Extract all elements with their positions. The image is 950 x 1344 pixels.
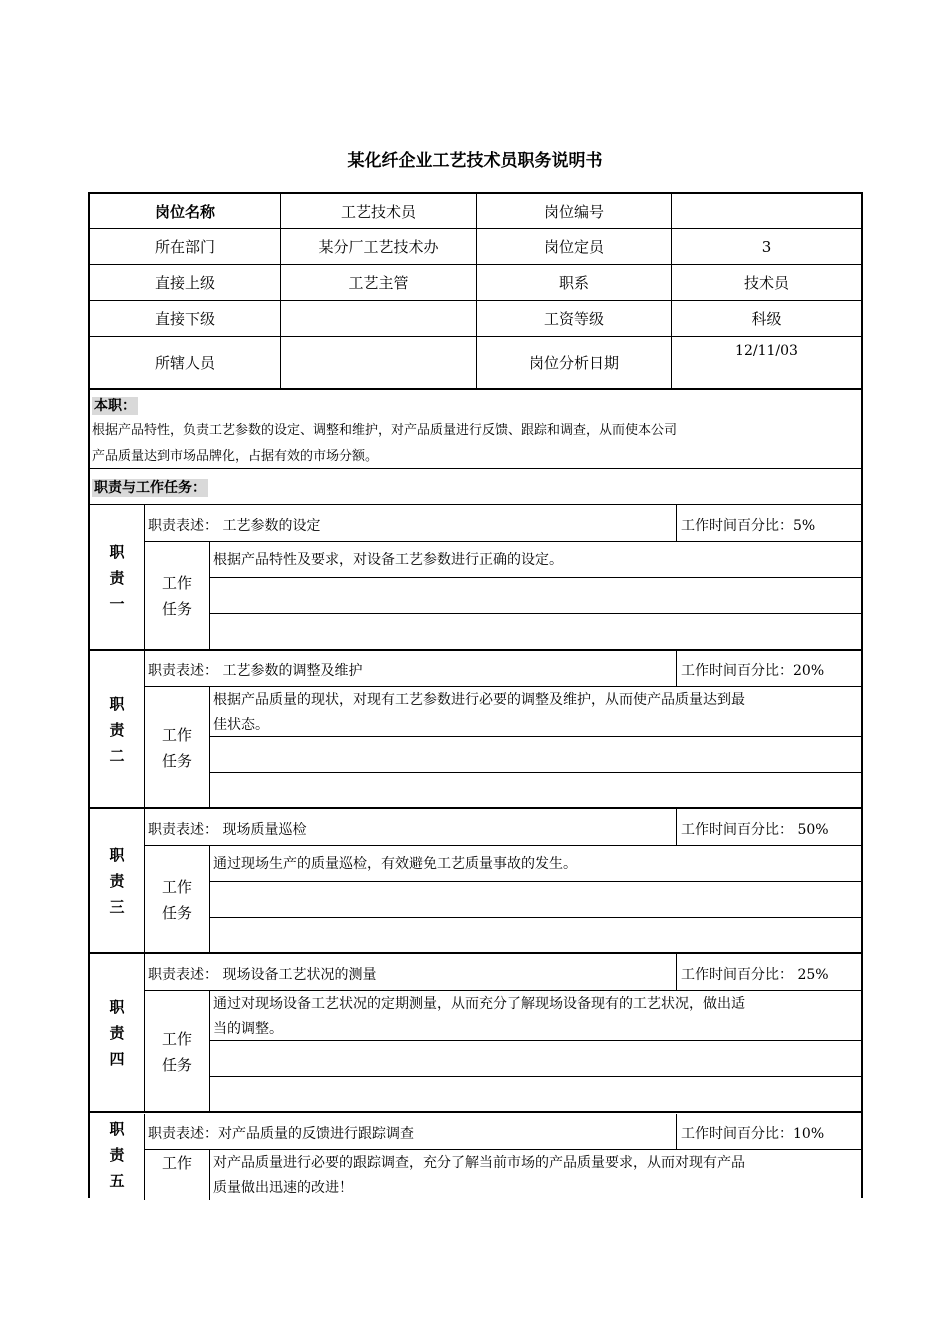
grid-line bbox=[90, 807, 861, 809]
value-analysis-date: 12/11/03 bbox=[735, 343, 798, 359]
label-headcount: 岗位定员 bbox=[543, 238, 604, 256]
grid-line bbox=[209, 846, 210, 953]
document-title: 某化纤企业工艺技术员职务说明书 bbox=[347, 151, 603, 171]
duty-label-char: 职 bbox=[109, 998, 125, 1016]
duties-header: 职责与工作任务： bbox=[94, 480, 206, 496]
task-label-line: 任务 bbox=[161, 903, 192, 922]
duty-label-char: 职 bbox=[109, 1120, 125, 1138]
task-label-line: 任务 bbox=[161, 751, 192, 770]
duty-label-char: 职 bbox=[109, 542, 125, 561]
value-staff-under bbox=[281, 337, 476, 388]
duty-label-char: 责 bbox=[109, 568, 125, 587]
task-text-3a: 通过现场生产的质量巡检，有效避免工艺质量事故的发生。 bbox=[213, 856, 577, 872]
task-label-5 bbox=[145, 1150, 209, 1176]
label-staff-under: 所辖人员 bbox=[154, 354, 215, 372]
task-label-line: 工作 bbox=[161, 1154, 192, 1172]
grid-line bbox=[209, 991, 210, 1112]
task-text-1a: 根据产品特性及要求，对设备工艺参数进行正确的设定。 bbox=[213, 552, 563, 568]
duty-pct-3: 工作时间百分比： 50% bbox=[681, 822, 829, 838]
grid-line bbox=[209, 542, 210, 650]
label-salary-grade: 工资等级 bbox=[543, 310, 604, 328]
duty-label-1 bbox=[90, 505, 144, 650]
grid-line bbox=[144, 541, 861, 542]
grid-line bbox=[209, 881, 861, 882]
task-label-line: 工作 bbox=[161, 1029, 192, 1048]
grid-line bbox=[209, 1076, 861, 1077]
task-text-2a: 根据产品质量的现状，对现有工艺参数进行必要的调整及维护，从而使产品质量达到最 bbox=[213, 692, 745, 708]
duty-label-char: 二 bbox=[109, 746, 125, 765]
benzhi-line-2: 产品质量达到市场品牌化，占据有效的市场分额。 bbox=[92, 449, 379, 464]
duty-label-char: 职 bbox=[109, 846, 125, 864]
task-label-line: 工作 bbox=[161, 877, 192, 896]
duty-label-char: 责 bbox=[109, 872, 125, 890]
grid-line bbox=[209, 613, 861, 614]
grid-line bbox=[209, 577, 861, 578]
benzhi-label: 本职： bbox=[94, 398, 136, 414]
grid-line bbox=[90, 649, 861, 651]
value-direct-subordinate bbox=[281, 301, 476, 336]
duty-label-4 bbox=[90, 954, 144, 1112]
duty-label-char: 责 bbox=[109, 720, 125, 739]
label-direct-superior: 直接上级 bbox=[154, 274, 215, 292]
task-text-4b: 当的调整。 bbox=[213, 1021, 283, 1037]
duty-label-3 bbox=[90, 809, 144, 953]
duty-label-2 bbox=[90, 651, 144, 808]
grid-line bbox=[209, 1150, 210, 1200]
task-label-line: 工作 bbox=[161, 574, 192, 592]
label-analysis-date: 岗位分析日期 bbox=[528, 354, 619, 372]
duty-desc-2: 职责表述： 工艺参数的调整及维护 bbox=[148, 663, 363, 679]
grid-line bbox=[90, 952, 861, 954]
duty-label-char: 责 bbox=[109, 1024, 125, 1042]
duty-label-char: 职 bbox=[109, 694, 125, 713]
grid-line bbox=[676, 1114, 677, 1149]
duty-desc-5: 职责表述：对产品质量的反馈进行跟踪调查 bbox=[148, 1126, 414, 1142]
duty-desc-1: 职责表述： 工艺参数的设定 bbox=[148, 518, 321, 534]
task-label-line: 任务 bbox=[161, 600, 192, 618]
grid-line bbox=[209, 1040, 861, 1041]
grid-line bbox=[676, 651, 677, 686]
benzhi-line-1: 根据产品特性，负责工艺参数的设定、调整和维护，对产品质量进行反馈、跟踪和调查，从而使本公司 bbox=[92, 423, 678, 438]
task-label-line: 任务 bbox=[161, 1055, 192, 1074]
duty-label-char: 四 bbox=[109, 1050, 125, 1068]
task-label-3 bbox=[145, 846, 209, 953]
value-job-family: 技术员 bbox=[743, 274, 789, 292]
duty-label-char: 责 bbox=[109, 1146, 125, 1164]
value-salary-grade: 科级 bbox=[751, 310, 782, 328]
task-text-2b: 佳状态。 bbox=[213, 717, 269, 733]
task-label-line: 工作 bbox=[161, 725, 192, 744]
label-position-name: 岗位名称 bbox=[154, 202, 215, 221]
grid-line bbox=[90, 388, 861, 390]
grid-line bbox=[90, 468, 861, 469]
grid-line bbox=[90, 1111, 861, 1113]
task-label-2 bbox=[145, 687, 209, 808]
duty-label-char: 一 bbox=[109, 594, 125, 613]
duty-pct-1: 工作时间百分比：5% bbox=[681, 518, 816, 534]
value-department: 某分厂工艺技术办 bbox=[318, 238, 439, 256]
task-label-1 bbox=[145, 542, 209, 650]
duty-desc-3: 职责表述： 现场质量巡检 bbox=[148, 822, 307, 838]
grid-line bbox=[144, 845, 861, 846]
grid-line bbox=[676, 954, 677, 990]
duty-label-5 bbox=[90, 1114, 144, 1202]
duty-pct-5: 工作时间百分比：10% bbox=[681, 1126, 825, 1142]
grid-line bbox=[209, 772, 861, 773]
duty-pct-2: 工作时间百分比：20% bbox=[681, 663, 825, 679]
duty-desc-4: 职责表述： 现场设备工艺状况的测量 bbox=[148, 967, 377, 983]
grid-line bbox=[209, 687, 210, 808]
value-headcount: 3 bbox=[761, 237, 772, 256]
label-department: 所在部门 bbox=[154, 238, 215, 256]
label-job-family: 职系 bbox=[558, 274, 589, 292]
task-label-4 bbox=[145, 991, 209, 1112]
duty-label-char: 三 bbox=[109, 898, 125, 916]
duty-label-char: 五 bbox=[109, 1172, 125, 1190]
grid-line bbox=[209, 917, 861, 918]
value-position-code bbox=[672, 194, 861, 228]
grid-line bbox=[209, 736, 861, 737]
grid-line bbox=[676, 505, 677, 541]
label-position-code: 岗位编号 bbox=[543, 202, 604, 221]
duty-pct-4: 工作时间百分比： 25% bbox=[681, 967, 829, 983]
grid-line bbox=[676, 809, 677, 845]
task-text-5b: 质量做出迅速的改进！ bbox=[213, 1180, 353, 1196]
job-description-table bbox=[88, 192, 863, 1198]
grid-line bbox=[90, 504, 861, 505]
value-position-name: 工艺技术员 bbox=[340, 202, 416, 221]
task-text-4a: 通过对现场设备工艺状况的定期测量，从而充分了解现场设备现有的工艺状况，做出适 bbox=[213, 996, 745, 1012]
label-direct-subordinate: 直接下级 bbox=[154, 310, 215, 328]
value-direct-superior: 工艺主管 bbox=[348, 274, 409, 292]
task-text-5a: 对产品质量进行必要的跟踪调查，充分了解当前市场的产品质量要求，从而对现有产品 bbox=[213, 1155, 745, 1171]
